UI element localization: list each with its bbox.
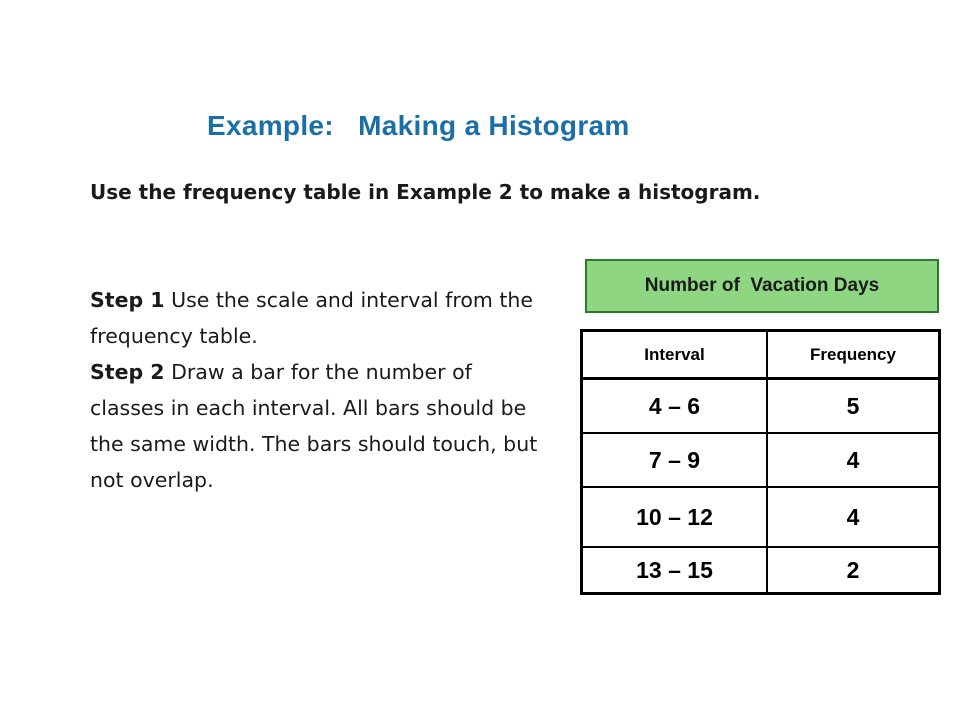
frequency-table	[580, 329, 941, 595]
slide-title: Example: Making a Histogram	[207, 110, 630, 141]
frequency-cell: 5	[767, 379, 940, 434]
table-caption: Number of Vacation Days	[585, 259, 939, 313]
header-frequency: Frequency	[767, 331, 940, 379]
interval-cell: 10 – 12	[582, 487, 768, 547]
frequency-cell: 4	[767, 487, 940, 547]
slide-subtitle: Use the frequency table in Example 2 to make a histogram.	[90, 180, 761, 204]
table-row	[582, 433, 940, 487]
interval-cell: 7 – 9	[582, 433, 768, 487]
frequency-cell: 4	[767, 433, 940, 487]
table-row	[582, 379, 940, 434]
table-row	[582, 487, 940, 547]
frequency-cell: 2	[767, 547, 940, 594]
step-1-label: Step 1	[90, 288, 165, 312]
steps-text	[90, 282, 548, 498]
step-1-text: Use the scale and interval from the frequency table.	[90, 288, 533, 348]
interval-cell: 13 – 15	[582, 547, 768, 594]
header-interval: Interval	[582, 331, 768, 379]
step-2-label: Step 2	[90, 360, 165, 384]
step-2	[90, 354, 548, 498]
table-row	[582, 547, 940, 594]
interval-cell: 4 – 6	[582, 379, 768, 434]
table-header-row	[582, 331, 940, 379]
step-1	[90, 282, 548, 354]
step-2-text: Draw a bar for the number of classes in each interval. All bars should be the same width. The bars should touch, but not overlap.	[90, 360, 538, 492]
